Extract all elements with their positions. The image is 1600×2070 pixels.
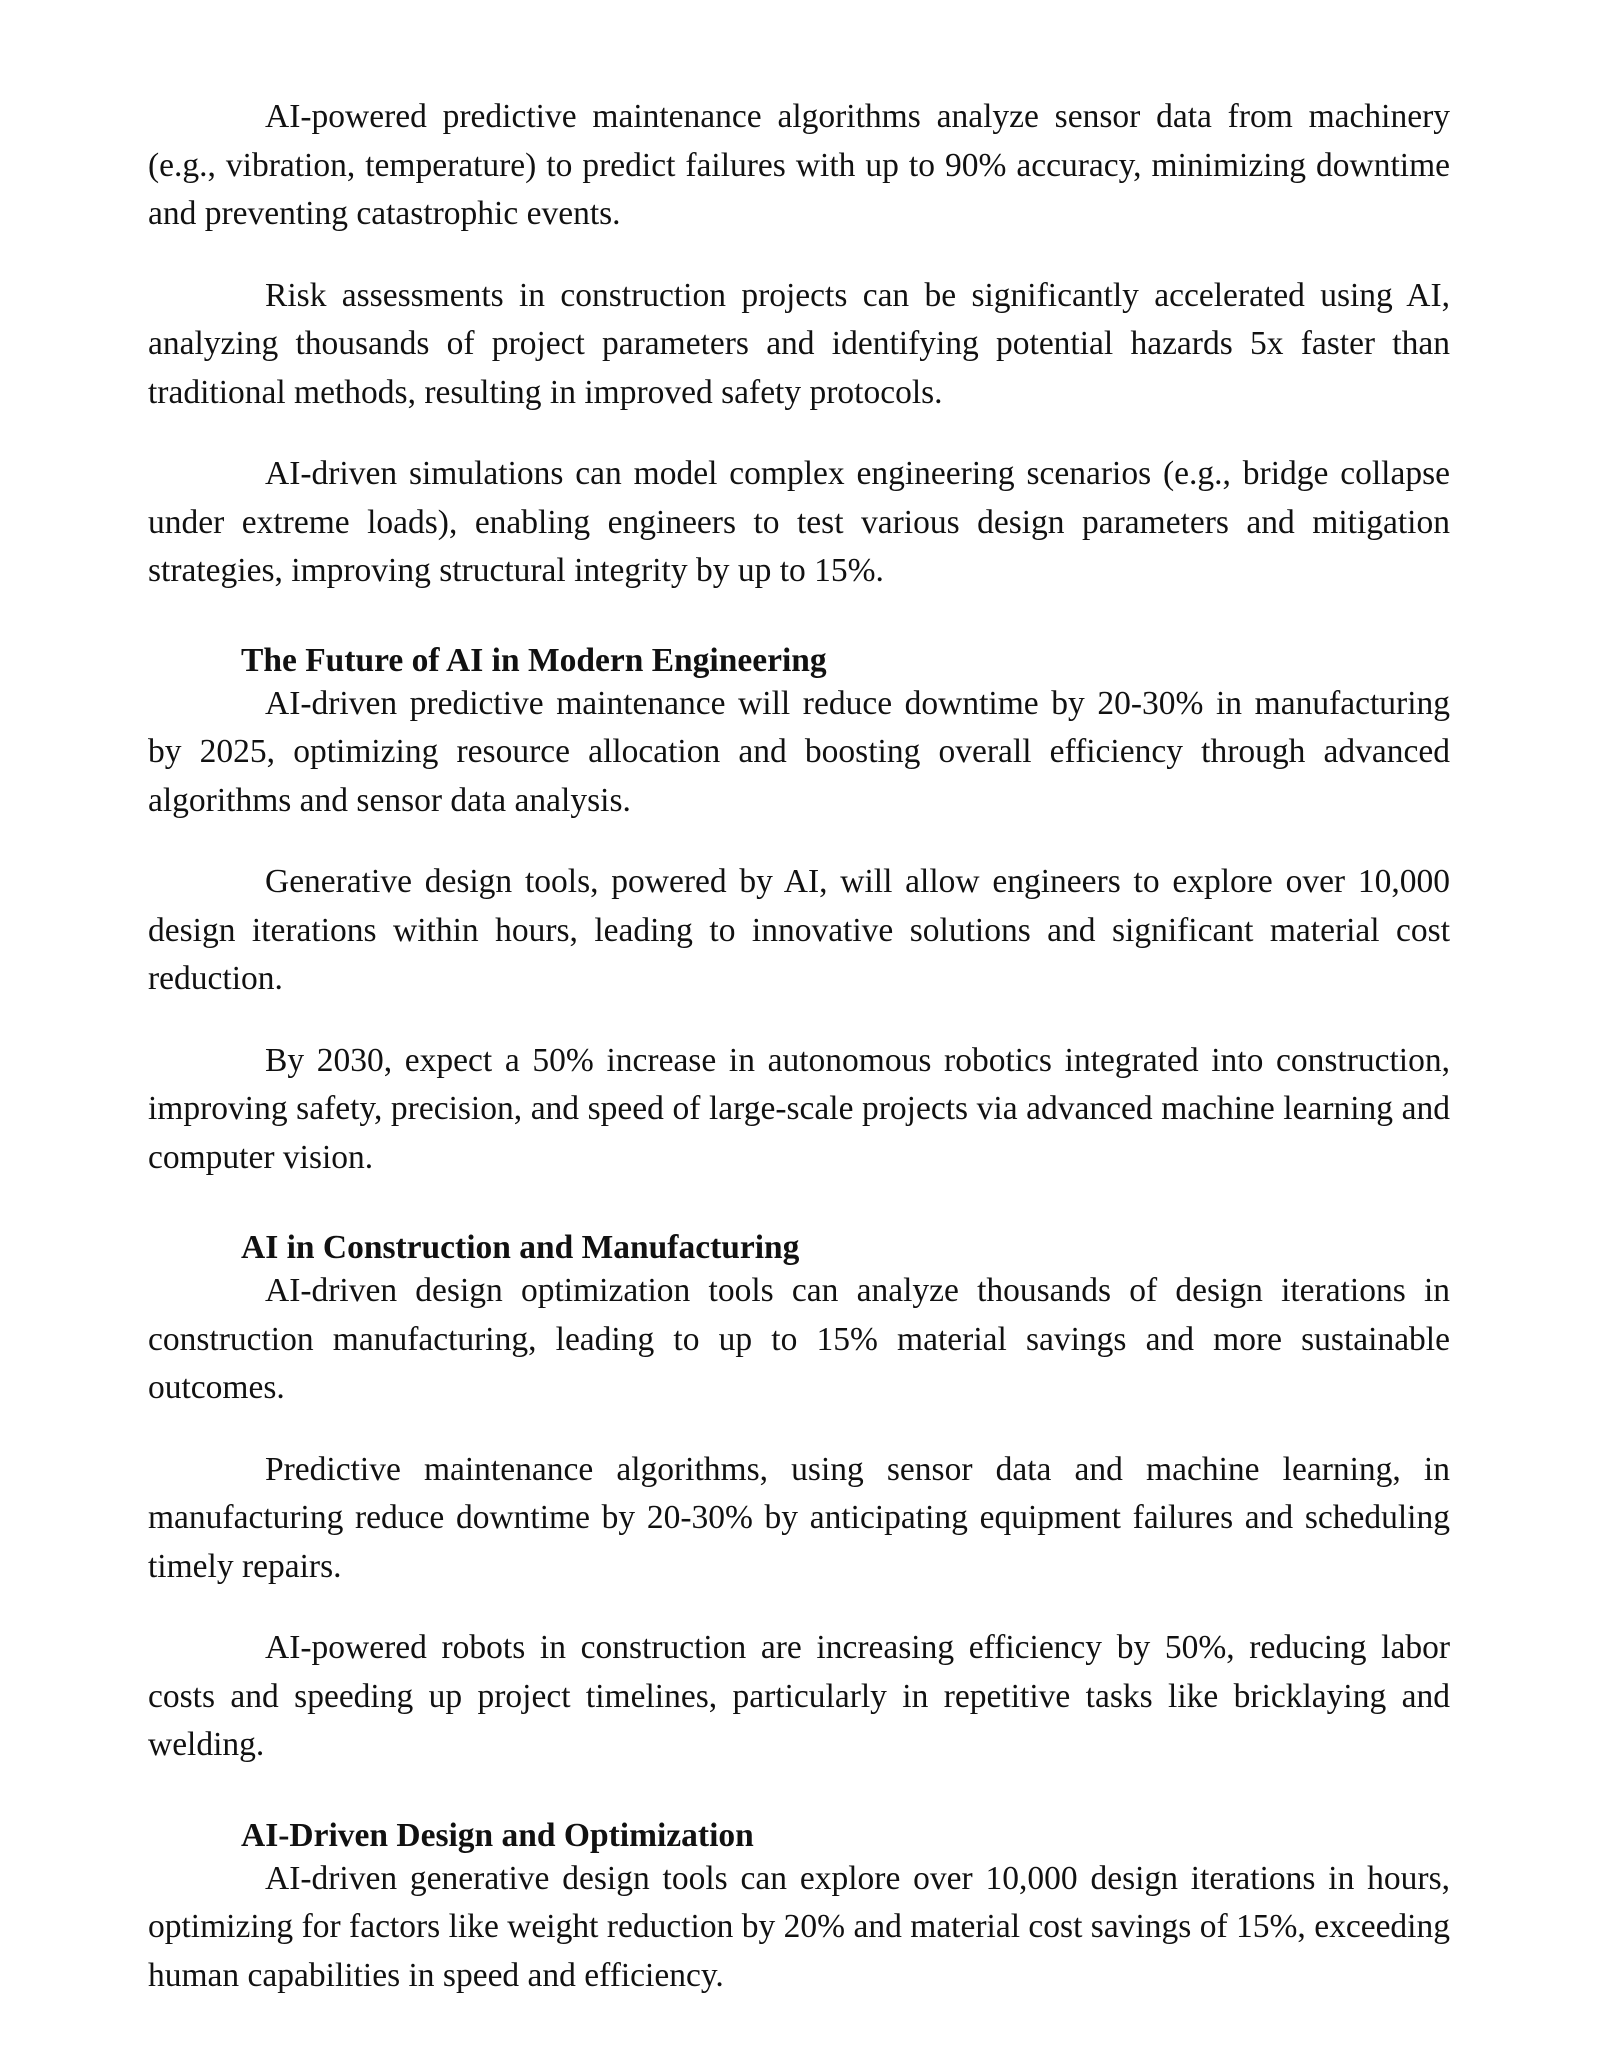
paragraph: AI-driven simulations can model complex engineering scenarios (e.g., bridge collapse under extreme loads), enabling engineers to test various design parameters and mitigation strategies, improving structural integrity by up to 15%.: [148, 455, 1450, 589]
paragraph: AI-powered predictive maintenance algorithms analyze sensor data from machinery (e.g., vibration, temperature) to predict failures with up to 90% accuracy, minimizing downtime and preventing catastrophic events.: [148, 98, 1450, 232]
section-heading: AI in Construction and Manufacturing: [241, 1229, 800, 1266]
paragraph: Risk assessments in construction projects can be significantly accelerated using AI, analyzing thousands of project parameters and identifying potential hazards 5x faster than traditional methods, resulting in improved safety protocols.: [148, 276, 1450, 411]
paragraph: AI-powered robots in construction are increasing efficiency by 50%, reducing labor costs and speeding up project timelines, particularly in repetitive tasks like bricklaying and welding.: [148, 1629, 1450, 1763]
section-heading: The Future of AI in Modern Engineering: [241, 641, 827, 679]
section-heading: AI-Driven Design and Optimization: [241, 1816, 754, 1854]
paragraph: Generative design tools, powered by AI, will allow engineers to explore over 10,000 design iterations within hours, leading to innovative solutions and significant material cost reduction.: [148, 863, 1450, 997]
document-body: [148, 93, 1450, 2000]
paragraph: AI-driven generative design tools can explore over 10,000 design iterations in hours, optimizing for factors like weight reduction by 20% and material cost savings of 15%, exceeding human capabilities in speed and efficiency.: [148, 1859, 1450, 1994]
paragraph: Predictive maintenance algorithms, using sensor data and machine learning, in manufacturing reduce downtime by 20-30% by anticipating equipment failures and scheduling timely repairs.: [148, 1450, 1450, 1585]
paragraph: AI-driven predictive maintenance will reduce downtime by 20-30% in manufacturing by 2025, optimizing resource allocation and boosting overall efficiency through advanced algorithms and sensor data analysis.: [148, 684, 1450, 819]
paragraph: By 2030, expect a 50% increase in autonomous robotics integrated into construction, improving safety, precision, and speed of large-scale projects via advanced machine learning and computer vision.: [148, 1041, 1450, 1176]
paragraph: AI-driven design optimization tools can analyze thousands of design iterations in construction manufacturing, leading to up to 15% material savings and more sustainable outcomes.: [148, 1272, 1450, 1406]
